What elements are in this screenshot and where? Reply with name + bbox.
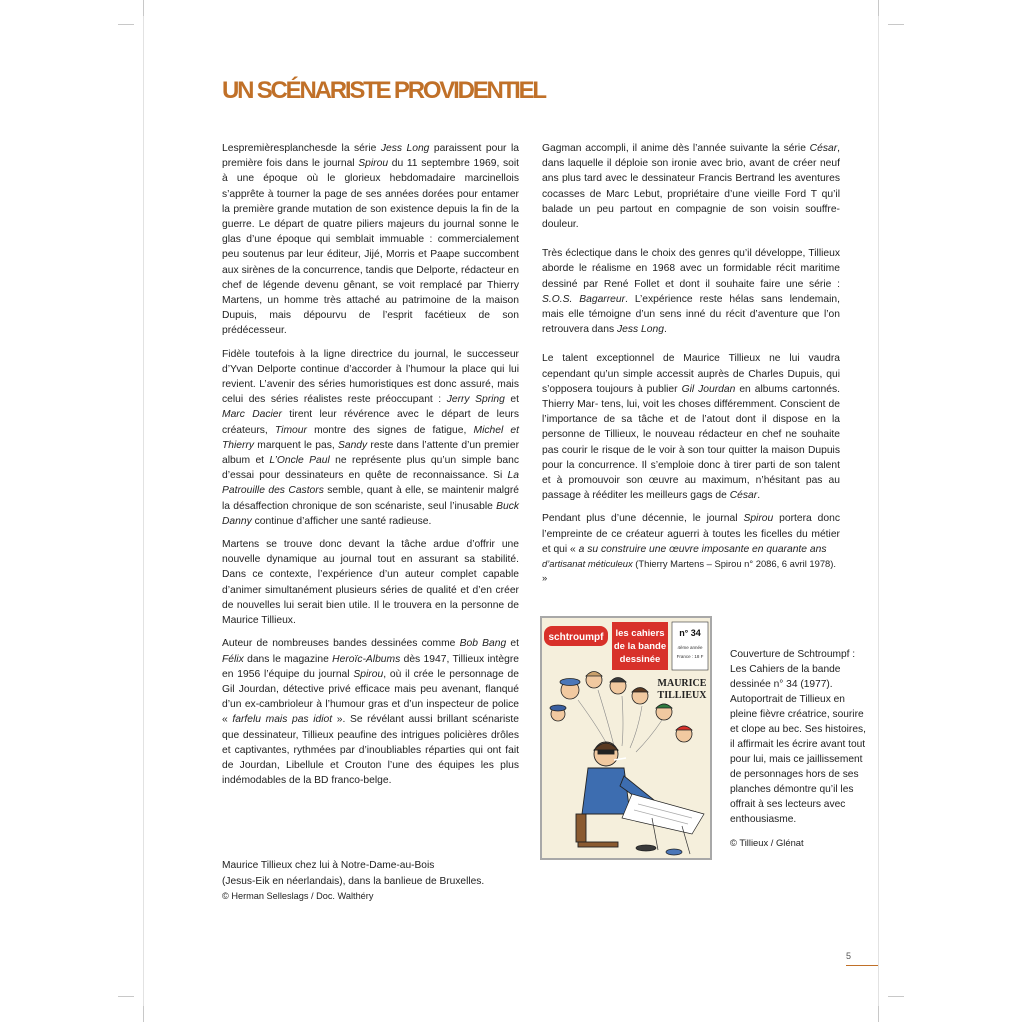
margin-guide-left	[143, 0, 144, 1022]
paragraph: Auteur de nombreuses bandes dessinées comme Bob Bang et Félix dans le magazine Heroïc-Albums dès 1947, Tillieux intègre en 1956 l’équipe du journal Spirou, où il crée le personnage de Gil Jourdan, détective privé efficace mais peu avenant, flanqué d’un ex-cambrioleur à l’humour gras et d’un inspecteur de police « farfelu mais pas idiot ». Se révélant aussi brillant scénariste que dessinateur, Tillieux peaufine des intrigues policières drôles et captivantes, rythmées par d’inoubliables réparties qui ont fait de Jourdan, Libellule et Crouton l’une des équipes les plus indémodables de la BD franco-belge.	[222, 638, 520, 787]
cover-author-line1: MAURICE	[657, 678, 707, 689]
paragraph: Le talent exceptionnel de Maurice Tillieux ne lui vaudra cependant qu’un simple accessit auprès de Charles Dupuis, qui s’opposera toujours à publier Gil Jourdan en albums cartonnés. Thierry Mar- tens, lui, voit les choses différemment. Conscient de l’importance de sa tâche et de l’atout dont il dispose en la personne de Tillieux, le nouveau rédacteur en chef ne souhaite pas courir le risque de le voir à son tour quitter la maison Dupuis pour la concurrence. Il s’emploie donc à tirer parti de son talent et à promouvoir son œuvre au maximum, n’hésitant pas au passage à rééditer les meilleurs gags de César.	[542, 353, 841, 502]
crop-mark-left-bottom	[118, 996, 134, 997]
crop-mark-bottom-left	[143, 1006, 144, 1022]
text-column-right	[542, 141, 840, 585]
cover-caption	[730, 647, 870, 850]
cover-caption-text: Couverture de Schtroumpf : Les Cahiers de la bande dessinée n° 34 (1977). Autoportrait de Tillieux en pleine fièvre créatrice, sourire et clope au bec. Ses histoires, il affirmait les écrire avant tout pour lui, mais ce jaillissement de personnages hors de ses planches démontre qu’il les offrait à ses lecteurs avec enthousiasme.	[730, 649, 866, 825]
paragraph: Très éclectique dans le choix des genres qu’il développe, Tillieux aborde le réalisme en 1968 avec un formidable récit maritime dessiné par René Follet et dont il souhaite faire une série : S.O.S. Bagarreur. L’expérience reste hélas sans lendemain, mais elle témoigne d’un sens inné du récit d’aventure que l’on retrouvera dans Jess Long.	[542, 248, 840, 336]
cover-issue-number: n° 34	[679, 628, 701, 638]
cover-author-line2: TILLIEUX	[657, 690, 707, 701]
photo-caption	[222, 858, 522, 903]
text-column-left	[222, 141, 519, 796]
paragraph: Fidèle toutefois à la ligne directrice du journal, le successeur d’Yvan Delporte continue d’accorder à l’humour la place qui lui revient. L’avenir des séries humoristiques est donc assuré, mais celui des séries réalistes reste préoccupant : Jerry Spring et Marc Dacier tirent leur révérence avec le départ de leurs créateurs, Timour montre des signes de fatigue, Michel et Thierry marquent le pas, Sandy reste dans l’attente d’un premier album et L’Oncle Paul ne représente plus qu’un simple banc d’essai pour dessinateurs en quête de reconnaissance. Si La Patrouille des Castors semble, quant à elle, se maintenir malgré la désaffection chronique de son scénariste, seul l’inusable Buck Danny continue d’afficher une santé radieuse.	[222, 348, 520, 527]
crop-mark-right-top	[888, 24, 904, 25]
cover-illustration	[542, 618, 710, 858]
crop-mark-left-top	[118, 24, 134, 25]
margin-guide-right	[878, 0, 879, 1022]
cover-caption-credit: © Tillieux / Glénat	[730, 837, 804, 848]
crop-mark-top-left	[143, 0, 144, 16]
crop-mark-right-bottom	[888, 996, 904, 997]
cover-series-line2: de la bande	[613, 641, 667, 652]
page-number: 5	[846, 951, 878, 966]
paragraph: Lespremièresplanchesde la série Jess Long paraissent pour la première fois dans le journal Spirou du 11 septembre 1969, soit à une époque où le glorieux hebdomadaire marcinellois s’apprête à tourner la page de ses années dorées pour entamer la première grande mutation de son existence depuis la fin de la guerre. Le départ de quatre piliers majeurs du journal sonne le glas d’une époque qui semblait immuable : commercialement peu soutenus par leur éditeur, Jijé, Morris et Paape succombent aux sirènes de la concurrence, tandis que Delporte, rédacteur en chef de légende devenu gênant, se voit remplacé par Thierry Martens, un homme très attaché au patrimoine de la maison Dupuis, mais dépourvu de l’esprit facétieux de son prédécesseur.	[222, 143, 519, 337]
crop-mark-top-right	[878, 0, 879, 16]
cover-banner-text: schtroumpf	[548, 632, 604, 643]
cover-issue-price: France : 18 F	[676, 654, 704, 659]
quote-citation: d’artisanat méticuleux (Thierry Martens – Spirou n° 2086, 6 avril 1978). »	[542, 558, 836, 584]
cover-issue-year: 4ème année	[677, 645, 703, 650]
magazine-cover-image	[540, 616, 712, 860]
page-title: UN SCÉNARISTE PROVIDENTIEL	[222, 77, 545, 104]
photo-caption-credit: © Herman Selleslags / Doc. Walthéry	[222, 891, 374, 901]
paragraph: Martens se trouve donc devant la tâche ardue d’offrir une nouvelle dynamique au journal tout en assurant sa stabilité. Dans ce contexte, l’expérience d’un auteur complet capable d’animer simultanément plusieurs séries de qualité et d’en créer de nouvelles lui serait bien utile. Il le trouvera en la personne de Maurice Tillieux.	[222, 539, 519, 627]
photo-caption-line1: Maurice Tillieux chez lui à Notre-Dame-au-Bois	[222, 860, 435, 871]
paragraph: Pendant plus d’une décennie, le journal Spirou portera donc l’empreinte de ce créateur aguerri à toutes les ficelles du métier et qui « a su construire une œuvre imposante en quarante ans	[542, 513, 840, 555]
paragraph: Gagman accompli, il anime dès l’année suivante la série César, dans laquelle il déploie son ironie avec brio, avant de créer neuf ans plus tard avec le dessinateur Francis Bertrand les aventures cocasses de Marc Lebut, propriétaire d’une vieille Ford T qu’il balade un peu partout en compagnie de son voisin souffre- douleur.	[542, 143, 840, 231]
cover-series-line3: dessinée	[619, 654, 661, 665]
cover-series-line1: les cahiers	[615, 628, 665, 639]
photo-caption-line2: (Jesus-Eik en néerlandais), dans la banlieue de Bruxelles.	[222, 875, 485, 887]
crop-mark-bottom-right	[878, 1006, 879, 1022]
